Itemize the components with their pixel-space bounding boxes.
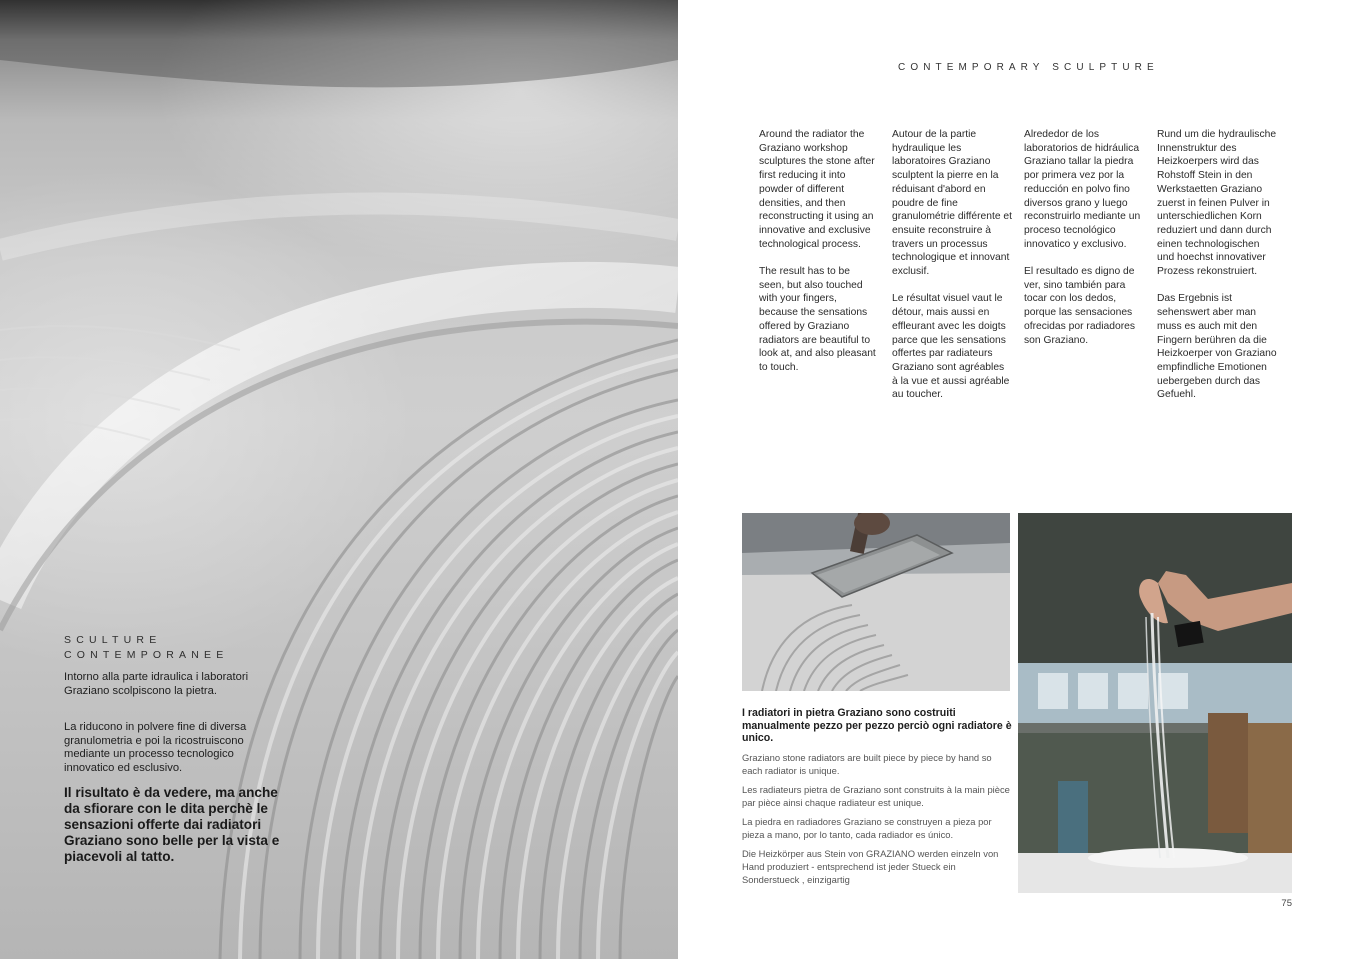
italian-caption: I radiatori in pietra Graziano sono costruiti manualmente pezzo per pezzo perciò ogni radiatore è unico. xyxy=(742,707,1012,745)
english-paragraph-2: The result has to be seen, but also touched with your fingers, because the sensations offered by Graziano radiators are beautiful to look at, and also pleasant to touch. xyxy=(759,266,876,373)
spanish-paragraph-2: El resultado es digno de ver, sino también para tocar con los dedos, porque las sensaciones ofrecidas por radiadores son Graziano. xyxy=(1024,266,1136,346)
italian-pull-quote: Il risultato è da vedere, ma anche da sfiorare con le dita perchè le sensazioni offerte dai radiatori Graziano sono belle per la vista e piacevoli al tatto. xyxy=(64,785,280,864)
german-paragraph-1: Rund um die hydraulische Innenstruktur des Heizkoerpers wird das Rohstoff Stein in den Werkstaetten Graziano zuerst in feinen Pulver in unterschiedlichen Korn reduziert und dann durch einen technologischen und hoechst innovativer Prozess rekonstruiert. xyxy=(1157,129,1277,278)
spanish-column xyxy=(1024,128,1144,361)
french-paragraph-2: Le résultat visuel vaut le détour, mais aussi en effleurant avec les doigts parce que les sensations offertes par radiateurs Graziano sont agréables à la vue et aussi agréable au toucher. xyxy=(892,293,1010,401)
italian-paragraph-2: La riducono in polvere fine di diversa granulometria e poi la ricostruiscono mediante un processo tecnologico innovatico ed esclusivo. xyxy=(64,721,247,775)
page-title: CONTEMPORARY SCULPTURE xyxy=(898,62,1159,73)
english-paragraph-1: Around the radiator the Graziano workshop sculptures the stone after first reducing it into powder of different densities, and then reconstructing it using an innovative and exclusive technological process. xyxy=(759,129,875,250)
left-section-title xyxy=(64,633,228,663)
left-title-line-1: SCULTURE xyxy=(64,634,162,646)
english-caption: Graziano stone radiators are built piece by piece by hand so each radiator is unique. xyxy=(742,752,992,776)
pouring-powder-photo xyxy=(1018,513,1292,893)
french-paragraph-1: Autour de la partie hydraulique les laboratoires Graziano sculptent la pierre en la réduisant d'abord en poudre de fine granulométrie différente et ensuite reconstruire à travers un processus technologique et innovant exclusif. xyxy=(892,129,1013,278)
german-paragraph-2: Das Ergebnis ist sehenswert aber man muss es auch mit den Fingern berühren da die Heizkoerper von Graziano empfindliche Emotionen uebergeben durch das Gefuehl. xyxy=(1157,293,1277,401)
german-column xyxy=(1157,128,1277,416)
spanish-paragraph-1: Alrededor de los laboratorios de hidráulica Graziano tallar la piedra por primera vez por la reducción en polvo fino diversos grano y luego reconstruirlo mediante un proceso tecnológico innovatico y exclusivo. xyxy=(1024,129,1141,250)
german-caption: Die Heizkörper aus Stein von GRAZIANO werden einzeln von Hand produziert - entsprechend ist jeder Stueck ein Sonderstueck , einzigartig xyxy=(742,848,999,885)
english-column xyxy=(759,128,877,388)
italian-paragraph-1: Intorno alla parte idraulica i laboratori Graziano scolpiscono la pietra. xyxy=(64,671,249,697)
french-column xyxy=(892,128,1012,416)
french-caption: Les radiateurs pietra de Graziano sont construits à la main pièce par pièce ainsi chaque radiateur est unique. xyxy=(742,784,1010,808)
page-number: 75 xyxy=(1281,898,1292,909)
left-title-line-2: CONTEMPORANEE xyxy=(64,649,229,661)
spanish-caption: La piedra en radiadores Graziano se construyen a pieza por pieza a mano, por lo tanto, cada radiador es único. xyxy=(742,816,992,840)
trowel-photo xyxy=(742,513,1010,691)
